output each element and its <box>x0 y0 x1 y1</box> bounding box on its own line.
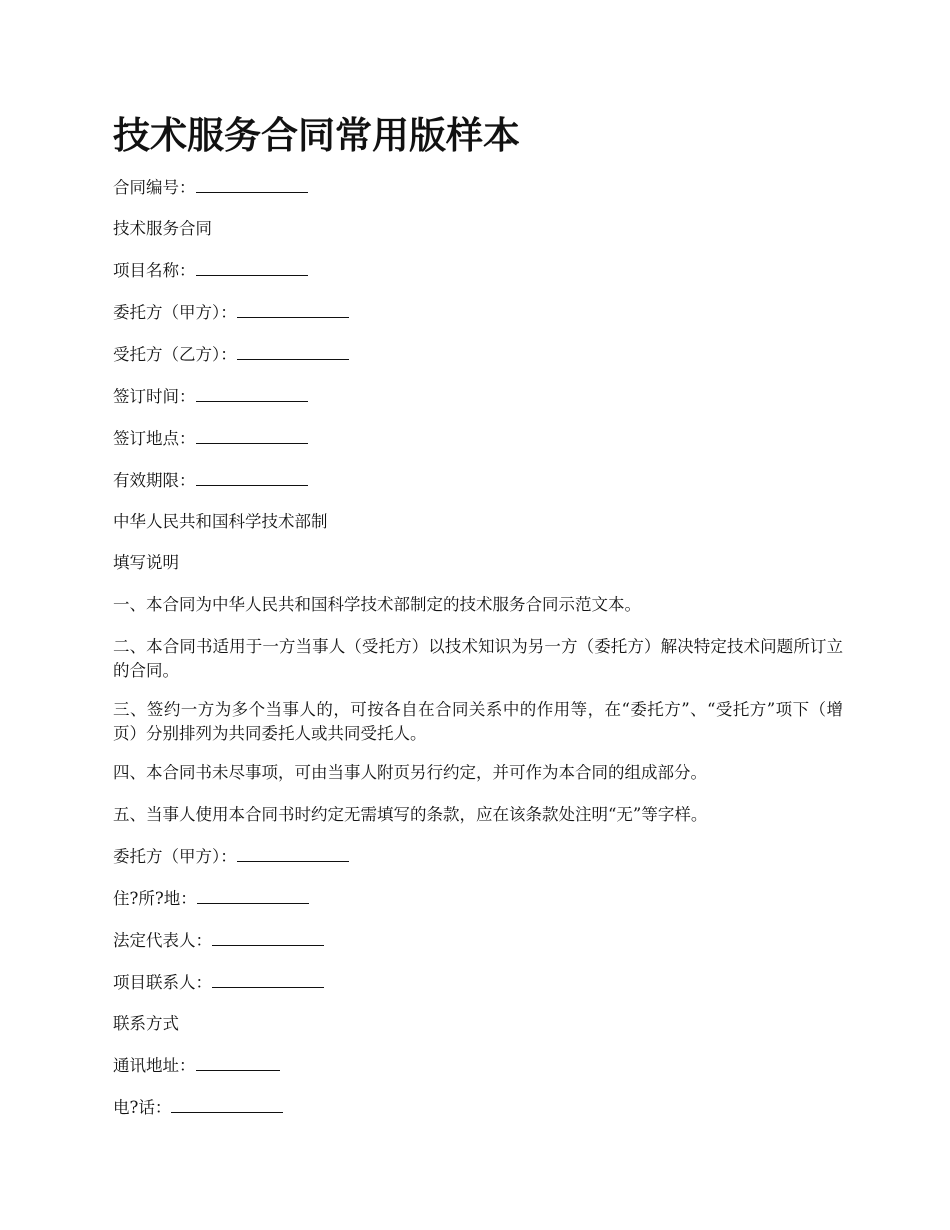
mail-address-blank <box>196 1054 280 1071</box>
project-contact-label: 项目联系人： <box>113 973 212 992</box>
client-field <box>113 301 843 324</box>
phone-label: 电?话： <box>113 1098 172 1117</box>
contract-number-field <box>113 176 843 199</box>
address-blank <box>197 887 309 904</box>
instruction-item: 一、本合同为中华人民共和国科学技术部制定的技术服务合同示范文本。 <box>113 595 641 614</box>
valid-period-blank <box>196 469 308 486</box>
instruction-item: 五、当事人使用本合同书时约定无需填写的条款，应在该条款处注明“无”等字样。 <box>113 805 708 824</box>
valid-period-field <box>113 469 843 492</box>
mail-address-field <box>113 1054 843 1077</box>
sign-time-label: 签订时间： <box>113 387 196 406</box>
instructions-heading: 填写说明 <box>113 553 179 572</box>
phone-blank <box>171 1096 283 1113</box>
sign-time-field <box>113 385 843 408</box>
project-name-label: 项目名称： <box>113 261 196 280</box>
client-section-client-blank <box>237 845 349 862</box>
phone-field <box>113 1096 843 1119</box>
issuer-text: 中华人民共和国科学技术部制 <box>113 512 328 531</box>
legal-representative-label: 法定代表人： <box>113 931 212 950</box>
document-page <box>113 108 843 1138</box>
valid-period-label: 有效期限： <box>113 471 196 490</box>
document-title: 技术服务合同常用版样本 <box>113 114 520 157</box>
sign-place-blank <box>196 427 308 444</box>
contact-method-heading: 联系方式 <box>113 1014 179 1033</box>
instruction-item: 三、签约一方为多个当事人的，可按各自在合同关系中的作用等，在“委托方”、“受托方”项下（增页）分别排列为共同委托人或共同受托人。 <box>113 700 843 743</box>
instruction-item: 四、本合同书未尽事项，可由当事人附页另行约定，并可作为本合同的组成部分。 <box>113 763 707 782</box>
sign-time-blank <box>196 385 308 402</box>
client-section-client-field <box>113 845 843 868</box>
contract-name: 技术服务合同 <box>113 219 212 238</box>
address-label: 住?所?地： <box>113 889 197 908</box>
instruction-item: 二、本合同书适用于一方当事人（受托方）以技术知识为另一方（委托方）解决特定技术问题所订立的合同。 <box>113 637 843 680</box>
mail-address-label: 通讯地址： <box>113 1056 196 1075</box>
contractor-blank <box>237 343 349 360</box>
contract-number-blank <box>196 176 308 193</box>
project-contact-blank <box>212 971 324 988</box>
address-field <box>113 887 843 910</box>
contractor-field <box>113 343 843 366</box>
legal-representative-field <box>113 929 843 952</box>
legal-representative-blank <box>212 929 324 946</box>
project-contact-field <box>113 971 843 994</box>
project-name-blank <box>196 259 308 276</box>
client-label: 委托方（甲方）： <box>113 303 237 322</box>
contractor-label: 受托方（乙方）： <box>113 345 237 364</box>
sign-place-field <box>113 427 843 450</box>
contract-number-label: 合同编号： <box>113 178 196 197</box>
project-name-field <box>113 259 843 282</box>
client-blank <box>237 301 349 318</box>
client-section-client-label: 委托方（甲方）： <box>113 847 237 866</box>
sign-place-label: 签订地点： <box>113 429 196 448</box>
